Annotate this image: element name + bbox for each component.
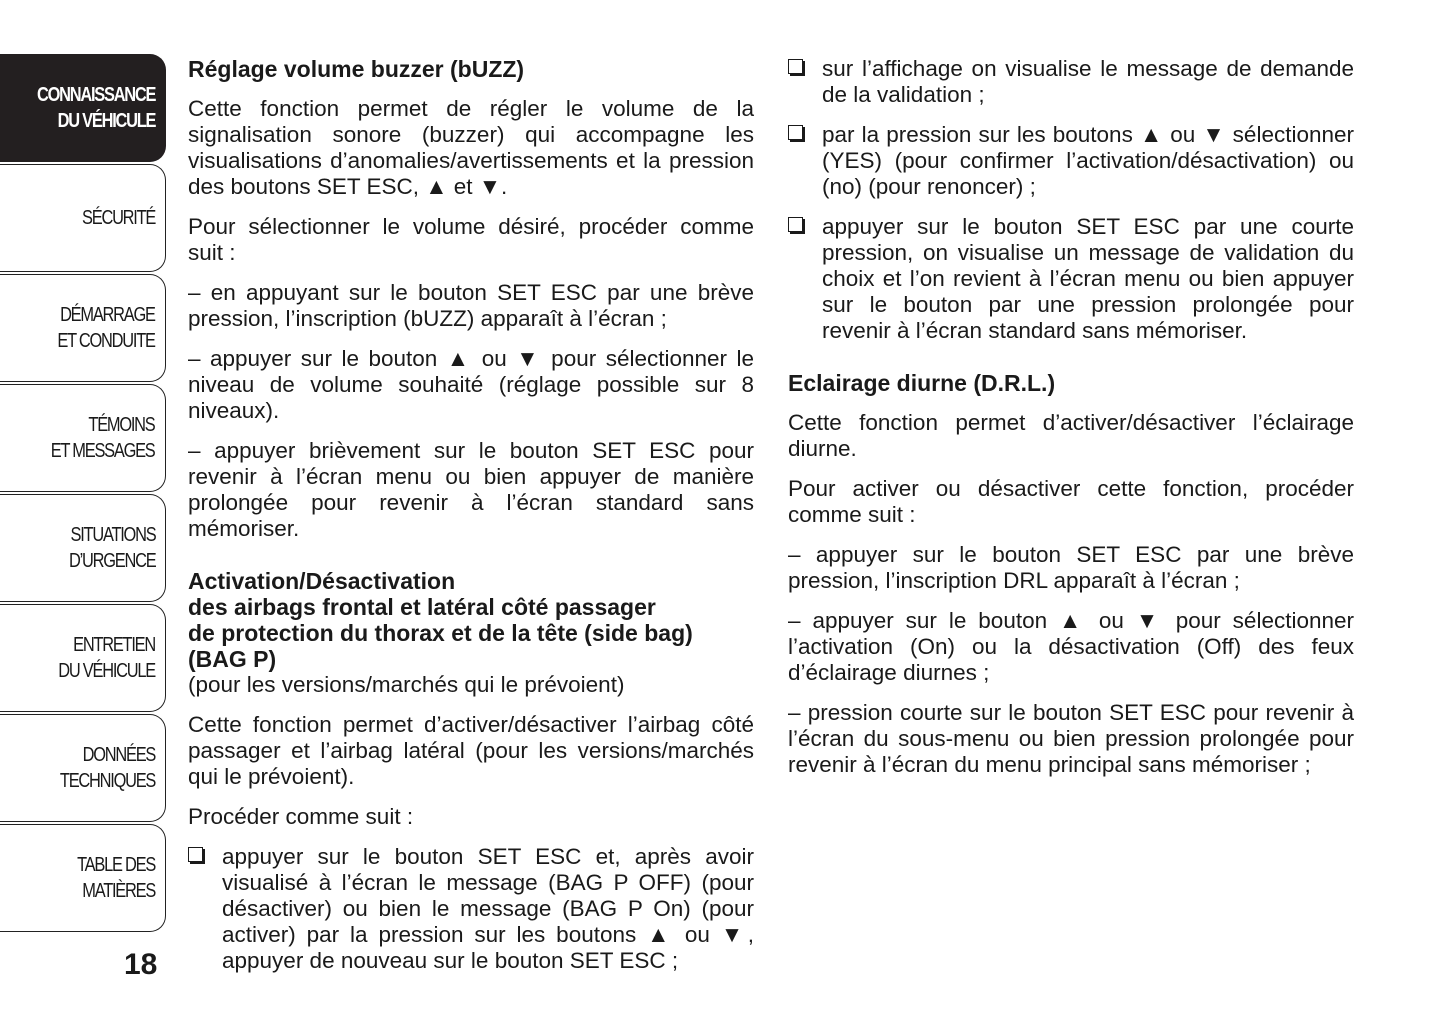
tab-temoins-et-messages[interactable]: TÉMOINS ET MESSAGES	[0, 384, 166, 492]
paragraph: – appuyer brièvement sur le bouton SET ESC pour revenir à l’écran menu ou bien appuyer de manière prolongée pour revenir à l’écran standard sans mémoriser.	[188, 438, 754, 541]
tab-demarrage-et-conduite[interactable]: DÉMARRAGE ET CONDUITE	[0, 274, 166, 382]
heading-airbag-activation	[188, 568, 754, 672]
paragraph: – appuyer sur le bouton ▲ ou ▼ pour sélectionner l’activation (On) ou la désactivation (Off) des feux d’éclairage diurnes ;	[788, 608, 1354, 685]
right-column	[788, 56, 1354, 792]
list-item-text: sur l’affichage on visualise le message de demande de la validation ;	[822, 56, 1354, 107]
heading-line: Activation/Désactivation	[188, 568, 456, 594]
paragraph: Pour activer ou désactiver cette fonction, procéder comme suit :	[788, 476, 1354, 527]
tab-connaissance-du-vehicule[interactable]: CONNAISSANCE DU VÉHICULE	[0, 54, 166, 162]
tab-donnees-techniques[interactable]: DONNÉES TECHNIQUES	[0, 714, 166, 822]
paragraph: – pression courte sur le bouton SET ESC pour revenir à l’écran du sous-menu ou bien pression prolongée pour revenir à l’écran du menu principal sans mémoriser ;	[788, 700, 1354, 777]
tab-entretien-du-vehicule[interactable]: ENTRETIEN DU VÉHICULE	[0, 604, 166, 712]
heading-line: des airbags frontal et latéral côté passager	[188, 594, 656, 620]
checkbox-bullet-icon	[788, 125, 803, 140]
heading-line: (BAG P)	[188, 646, 277, 672]
checkbox-bullet-icon	[188, 847, 203, 862]
checkbox-bullet-icon	[788, 217, 803, 232]
tab-securite[interactable]: SÉCURITÉ	[0, 164, 166, 272]
page-number: 18	[124, 948, 158, 981]
heading-subtitle: (pour les versions/marchés qui le prévoient)	[188, 672, 625, 697]
paragraph: – en appuyant sur le bouton SET ESC par une brève pression, l’inscription (bUZZ) apparaît à l’écran ;	[188, 280, 754, 331]
list-item-text: appuyer sur le bouton SET ESC et, après avoir visualisé à l’écran le message (BAG P OFF) (pour désactiver) ou bien le message (BAG P On) (pour activer) par la pression sur les boutons ▲ ou ▼, appuyer de nouveau sur le bouton SET ESC ;	[222, 844, 754, 973]
heading-line: de protection du thorax et de la tête (side bag)	[188, 620, 693, 646]
paragraph: Cette fonction permet d’activer/désactiver l’éclairage diurne.	[788, 410, 1354, 461]
list-item-text: par la pression sur les boutons ▲ ou ▼ sélectionner (YES) (pour confirmer l’activation/désactivation) ou (no) (pour renoncer) ;	[822, 122, 1354, 199]
paragraph: – appuyer sur le bouton SET ESC par une brève pression, l’inscription DRL apparaît à l’écran ;	[788, 542, 1354, 593]
paragraph: – appuyer sur le bouton ▲ ou ▼ pour sélectionner le niveau de volume souhaité (réglage possible sur 8 niveaux).	[188, 346, 754, 423]
paragraph: Cette fonction permet d’activer/désactiver l’airbag côté passager et l’airbag latéral (pour les versions/marchés qui le prévoient).	[188, 712, 754, 789]
paragraph: Cette fonction permet de régler le volume de la signalisation sonore (buzzer) qui accompagne les visualisations d’anomalies/avertissements et la pression des boutons SET ESC, ▲ et ▼.	[188, 96, 754, 199]
list-item-text: appuyer sur le bouton SET ESC par une courte pression, on visualise un message de validation du choix et l’on revient à l’écran menu ou bien appuyer sur le bouton par une pression prolongée pour revenir à l’écran standard sans mémoriser.	[822, 214, 1354, 343]
paragraph: Procéder comme suit :	[188, 804, 414, 829]
list-item	[788, 214, 1354, 344]
tab-table-des-matieres[interactable]: TABLE DES MATIÈRES	[0, 824, 166, 932]
left-column	[188, 56, 754, 988]
heading-daytime-running-lights: Eclairage diurne (D.R.L.)	[788, 370, 1056, 396]
list-item	[788, 56, 1354, 108]
tab-situations-durgence[interactable]: SITUATIONS D’URGENCE	[0, 494, 166, 602]
list-item	[788, 122, 1354, 200]
heading-buzzer-volume: Réglage volume buzzer (bUZZ)	[188, 56, 525, 82]
list-item	[188, 844, 754, 974]
checkbox-bullet-icon	[788, 59, 803, 74]
paragraph: Pour sélectionner le volume désiré, procéder comme suit :	[188, 214, 754, 265]
